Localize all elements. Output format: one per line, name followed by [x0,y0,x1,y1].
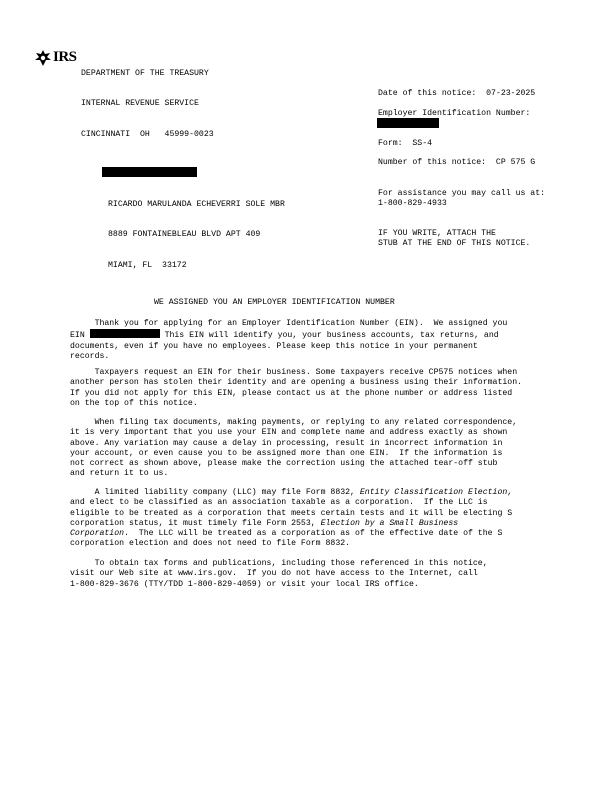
recipient-street: 8889 FONTAINEBLEAU BLVD APT 409 [108,230,261,240]
text-line: Thank you for applying for an Employer Identification Number (EIN). We assigned you [70,319,508,328]
text-span: , [507,488,513,497]
recipient-city: MIAMI, FL 33172 [108,261,187,271]
ein-label: Employer Identification Number: [378,109,531,118]
form-2553-title: Election by a Small Business [320,518,459,528]
redacted-recipient-line [102,167,197,177]
text-line: above. Any variation may cause a delay in processing, result in incorrect information in [70,438,503,448]
text-line [70,488,590,498]
redacted-ein [377,118,439,128]
paragraph-forms [70,559,590,590]
form-line: Form: SS-4 [378,139,433,148]
text-line [70,529,590,539]
text-line: another person has stolen their identity and are opening a business using their information. [70,378,523,388]
paragraph-filing [70,418,590,480]
text-span: A limited liability company (LLC) may file Form 8832, [70,488,360,497]
agency-line: INTERNAL REVENUE SERVICE [81,99,199,109]
recipient-name: RICARDO MARULANDA ECHEVERRI SOLE MBR [108,199,285,209]
ein-suffix: This EIN will identify you, your business accounts, tax returns, and [159,331,499,341]
paragraph-llc [70,488,590,550]
text-line [70,329,590,341]
notice-number: Number of this notice: CP 575 G [378,158,536,167]
agency-address [81,48,214,151]
text-line: 1-800-829-3676 (TTY/TDD 1-800-829-4059) or visit your local IRS office. [70,579,419,589]
text-line [70,519,590,529]
assistance-phone: 1-800-829-4933 [378,199,447,208]
ein-prefix: EIN [70,331,90,341]
text-line: documents, even if you have no employees. Please keep this notice in your permanent [70,341,478,351]
write-instruction: IF YOU WRITE, ATTACH THE [378,229,496,238]
text-line: not correct as shown above, please make the correction using the attached tear-off stub [70,459,498,469]
redacted-ein-inline [90,329,160,338]
text-line: and elect to be classified as an association taxable as a corporation. If the LLC is [70,498,488,508]
text-span: corporation status, it must timely file Form 2553, [70,518,321,528]
agency-line: CINCINNATI OH 45999-0023 [81,130,214,140]
recipient-address [108,179,285,282]
form-8832-title: Entity Classification Election [359,488,508,497]
notice-title: WE ASSIGNED YOU AN EMPLOYER IDENTIFICATION NUMBER [154,298,395,307]
text-line: When filing tax documents, making payments, or replying to any related correspondence, [70,418,518,427]
text-line: If you did not apply for this EIN, please contact us at the phone number or address listed [70,388,513,398]
assistance-line: For assistance you may call us at: [378,189,546,198]
text-line: corporation election and does not need to file Form 8832. [70,539,351,549]
text-line: and return it to us. [70,469,169,479]
paragraph-identity [70,368,590,409]
text-line: To obtain tax forms and publications, including those referenced in this notice, [70,559,488,568]
notice-date: Date of this notice: 07-23-2025 [378,89,536,98]
agency-line: DEPARTMENT OF THE TREASURY [81,68,209,78]
text-line: on the top of this notice. [70,398,198,408]
text-line: eligible to be treated as a corporation that meets certain tests and it will be electing S [70,508,513,518]
text-line: visit our Web site at www.irs.gov. If you do not have access to the Internet, call [70,569,478,579]
text-line: Taxpayers request an EIN for their business. Some taxpayers receive CP575 notices when [70,368,518,377]
text-span: . The LLC will be treated as a corporation as of the effective date of the S [124,529,503,539]
logo-text: IRS [53,49,77,65]
text-line: your account, or even cause you to be assigned more than one EIN. If the information is [70,448,503,458]
form-2553-title-cont: Corporation [70,529,125,539]
paragraph-ein-assigned [70,319,590,362]
irs-logo [34,48,80,68]
text-line: it is very important that you use your EIN and complete name and address exactly as shown [70,428,508,438]
write-instruction: STUB AT THE END OF THIS NOTICE. [378,239,531,248]
eagle-seal-icon [34,49,52,67]
text-line: records. [70,351,110,361]
